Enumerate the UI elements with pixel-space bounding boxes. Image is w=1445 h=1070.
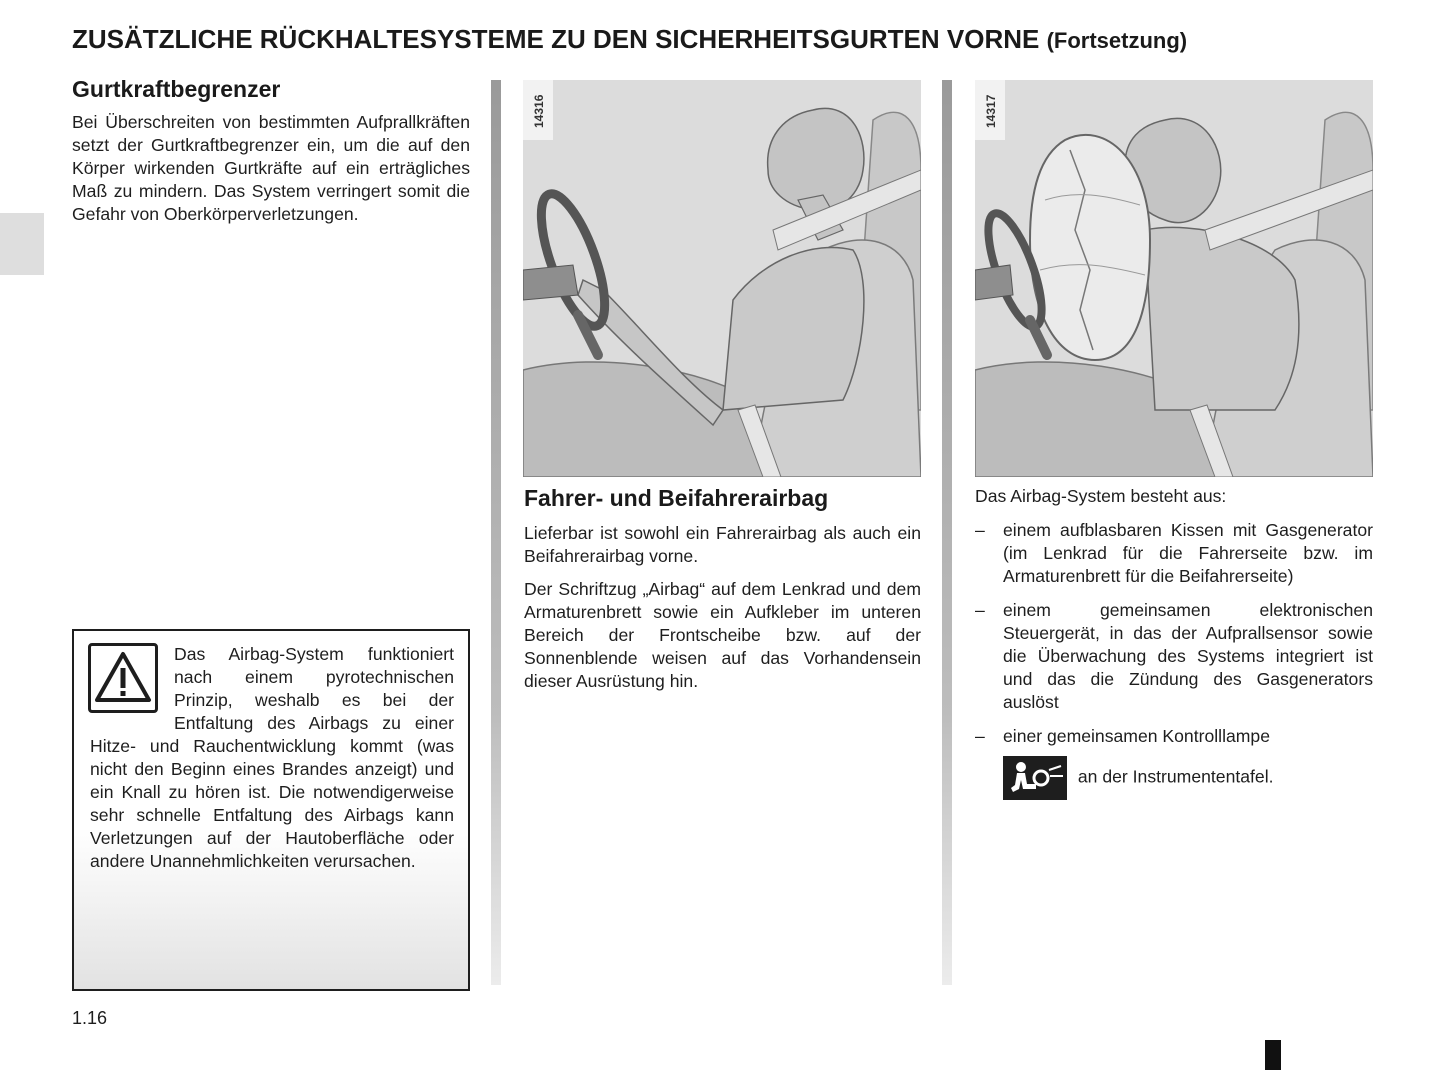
warning-text: Das Airbag-System funktioniert nach einem pyrotechnischen Prinzip, weshalb es bei der Entfaltung des Airbags zu einer Hitze- und Rauchentwicklung kommt (was nicht den Beginn eines Brandes anzeigt) und ein Knall zu hören ist. Die notwendigerweise sehr schnelle Entfaltung des Airbags kann Verletzungen auf der Hautoberfläche oder andere Unannehmlichkeiten verursachen. bbox=[90, 644, 454, 871]
figure1-id: 14316 bbox=[532, 94, 546, 128]
figure2-id: 14317 bbox=[984, 94, 998, 128]
page-number: 1.16 bbox=[72, 1008, 108, 1028]
airbag-paragraph-2: Der Schriftzug „Airbag“ auf dem Lenkrad und dem Armaturenbrett sowie ein Aufkleber im unteren Bereich der Frontscheibe bzw. auf der Sonnenblende weisen auf das Vorhandensein dieser Ausrüstung hin. bbox=[524, 579, 921, 691]
belt-limiter-paragraph: Bei Überschreiten von bestimmten Aufprallkräften setzt der Gurtkraftbegrenzer ein, um die auf den Körper wirkenden Gurtkräfte auf ein erträgliches Maß zu mindern. Das System verringert somit die Gefahr von Oberkörperverletzungen. bbox=[72, 112, 470, 224]
airbag-section bbox=[524, 485, 921, 693]
list-item: – einem aufblasbaren Kissen mit Gasgenerator (im Lenkrad für die Fahrerseite bzw. im Armaturenbrett für die Beifahrerseite) bbox=[975, 520, 1373, 586]
page-title-main: ZUSÄTZLICHE RÜCKHALTESYSTEME ZU DEN SICHERHEITSGURTEN VORNE bbox=[72, 24, 1040, 54]
page-title-suffix: (Fortsetzung) bbox=[1046, 28, 1188, 53]
chapter-tab bbox=[0, 213, 44, 275]
airbag-system-intro: Das Airbag-System besteht aus: bbox=[975, 486, 1227, 506]
list-item: – einer gemeinsamen Kontrolllampe an der Instrumententafel. bbox=[975, 725, 1373, 800]
driver-seated-illustration bbox=[523, 80, 921, 477]
airbag-heading: Fahrer- und Beifahrerairbag bbox=[524, 485, 829, 511]
column-separator-right bbox=[942, 80, 952, 985]
airbag-warning-lamp-icon bbox=[1003, 756, 1067, 800]
column-separator-left bbox=[491, 80, 501, 985]
corner-mark bbox=[1265, 1040, 1281, 1070]
list-item: – einem gemeinsamen elektronischen Steuergerät, in das der Aufprallsensor sowie die Überwachung des Systems integriert ist und das die Zündung des Gasgenerators auslöst bbox=[975, 600, 1373, 712]
belt-limiter-heading: Gurtkraftbegrenzer bbox=[72, 76, 281, 102]
airbag-deployed-illustration bbox=[975, 80, 1373, 477]
airbag-paragraph-1: Lieferbar ist sowohl ein Fahrerairbag als auch ein Beifahrerairbag vorne. bbox=[524, 523, 921, 566]
warning-box bbox=[72, 629, 470, 991]
lamp-suffix: an der Instrumententafel. bbox=[1077, 766, 1274, 787]
airbag-system-section bbox=[975, 485, 1373, 811]
belt-limiter-section bbox=[72, 76, 470, 226]
page-title bbox=[72, 24, 1392, 55]
airbag-system-list bbox=[975, 519, 1373, 800]
